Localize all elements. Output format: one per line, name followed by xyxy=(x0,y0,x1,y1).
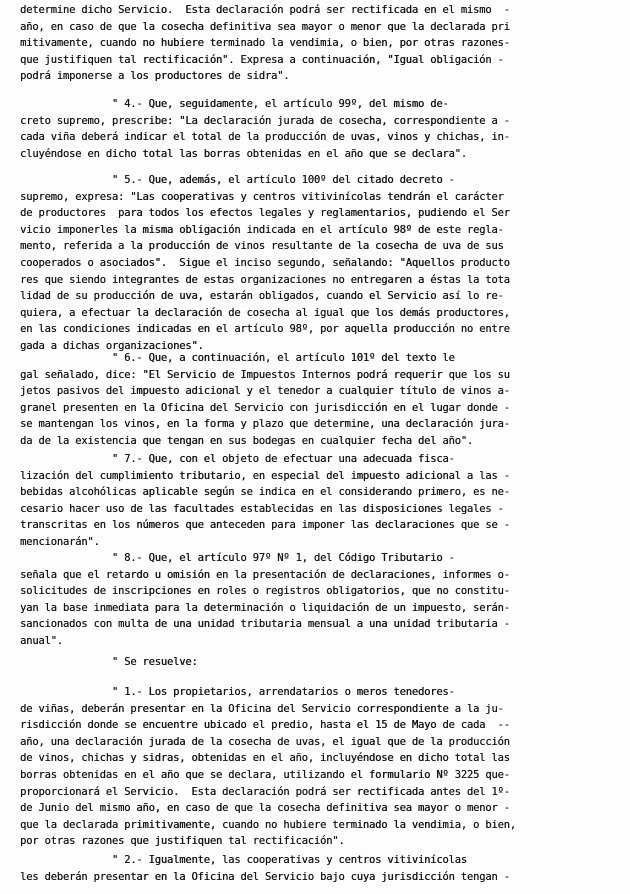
text-line: mitivamente, cuando no hubiere terminado la vendimia, o bien, por otras razones- xyxy=(20,37,510,50)
text-line: determine dicho Servicio. Esta declaración podrá ser rectificada en el mismo - xyxy=(20,4,510,16)
text-line: de vinos, chichas y sidras, obtenidas en el año, incluyéndose en dicho total las xyxy=(20,752,510,765)
paragraph-intro xyxy=(20,2,616,85)
paragraph-se-resuelve xyxy=(20,654,616,671)
text-line: por otras razones que justifiquen tal rectificación". xyxy=(20,835,345,848)
text-line: de Junio del mismo año, en caso de que la cosecha definitiva sea mayor o menor - xyxy=(20,802,510,815)
text-line: que la declarada primitivamente, cuando no hubiere terminado la vendimia, o bien, xyxy=(20,818,516,831)
text-line: señala que el retardo u omisión en la presentación de declaraciones, informes o- xyxy=(20,568,510,581)
text-line: solicitudes de inscripciones en roles o registros obligatorios, que no constitu- xyxy=(20,585,510,598)
paragraph-considerando-6 xyxy=(20,350,616,450)
text-line: supremo, expresa: "Las cooperativas y centros vitivinícolas tendrán el carácter xyxy=(20,190,504,203)
text-line: cesario hacer uso de las facultades establecidas en las disposiciones legales - xyxy=(20,502,504,515)
text-line: yan la base inmediata para la determinación o liquidación de un impuesto, serán- xyxy=(20,601,510,614)
text-line: bebidas alcohólicas aplicable según se indica en el considerando primero, es ne- xyxy=(20,486,510,499)
text-line: vicio imponerles la misma obligación indicada en el artículo 98º de este regla- xyxy=(20,223,504,236)
text-line: res que siendo integrantes de estas organizaciones no entregaren a éstas la tota xyxy=(20,273,510,286)
text-line: año, en caso de que la cosecha definitiva sea mayor o menor que la declarada pri xyxy=(20,20,510,33)
text-line: quiera, a efectuar la declaración de cosecha al igual que los demás productores, xyxy=(20,306,510,319)
text-line: " 1.- Los propietarios, arrendatarios o meros tenedores- xyxy=(20,686,455,698)
text-line: que justifiquen tal rectificación". Expresa a continuación, "Igual obligación - xyxy=(20,53,504,66)
text-line: lización del cumplimiento tributario, en especial del impuesto adicional a las - xyxy=(20,469,510,482)
text-line: cada viña deberá indicar el total de la producción de uvas, vinos y chichas, in- xyxy=(20,131,510,144)
paragraph-considerando-7 xyxy=(20,451,616,551)
text-line: " 5.- Que, además, el artículo 100º del citado decreto - xyxy=(20,174,455,186)
text-line: de productores para todos los efectos legales y reglamentarios, pudiendo el Ser xyxy=(20,207,510,220)
text-line: cluyéndose en dicho total las borras obtenidas en el año que se declara". xyxy=(20,147,467,160)
text-line: gal señalado, dice: "El Servicio de Impuestos Internos podrá requerir que los su xyxy=(20,368,510,381)
paragraph-considerando-4 xyxy=(20,96,616,162)
text-line: podrá imponerse a los productores de sidra". xyxy=(20,70,290,83)
text-line: se mantengan los vinos, en la forma y plazo que determine, una declaración jura- xyxy=(20,418,510,431)
text-line: en las condiciones indicadas en el artículo 98º, por aquella producción no entre xyxy=(20,323,510,336)
text-line: " 2.- Igualmente, las cooperativas y centros vitivinícolas xyxy=(20,854,467,866)
text-line: anual". xyxy=(20,634,63,647)
text-line: mento, referida a la producción de vinos resultante de la cosecha de uva de sus xyxy=(20,240,504,253)
text-line: sancionados con multa de una unidad tributaria mensual a una unidad tributaria - xyxy=(20,618,510,631)
paragraph-considerando-8 xyxy=(20,550,616,650)
text-line: borras obtenidas en el año que se declara, utilizando el formulario Nº 3225 que- xyxy=(20,768,510,781)
text-line: jetos pasivos del impuesto adicional y el tenedor a cualquier título de vinos a- xyxy=(20,385,510,398)
text-line: granel presenten en la Oficina del Servicio con jurisdicción en el lugar donde - xyxy=(20,401,510,414)
text-line: les deberán presentar en la Oficina del Servicio bajo cuya jurisdicción tengan - xyxy=(20,870,510,883)
text-line: transcritas en los números que anteceden para imponer las declaraciones que se - xyxy=(20,519,510,532)
text-line: lidad de su producción de uva, estarán obligados, cuando el Servicio así lo re- xyxy=(20,290,504,303)
text-line: " 4.- Que, seguidamente, el artículo 99º, del mismo de- xyxy=(20,98,449,110)
text-line: " 8.- Que, el artículo 97º Nº 1, del Código Tributario - xyxy=(20,552,455,564)
text-line: mencionarán". xyxy=(20,535,100,548)
text-line: proporcionará el Servicio. Esta declaración podrá ser rectificada antes del 1º- xyxy=(20,785,510,798)
text-line: cooperados o asociados". Sigue el inciso segundo, señalando: "Aquellos producto xyxy=(20,256,510,269)
paragraph-resolucion-2 xyxy=(20,852,616,885)
text-line: gada a dichas organizaciones". xyxy=(20,339,204,352)
paragraph-considerando-5 xyxy=(20,172,616,355)
paragraph-resolucion-1 xyxy=(20,684,616,850)
text-line: año, una declaración jurada de la cosecha de uvas, el igual que de la producción xyxy=(20,735,510,748)
text-line: da de la existencia que tengan en sus bodegas en cualquier fecha del año". xyxy=(20,434,473,447)
text-line: creto supremo, prescribe: "La declaración jurada de cosecha, correspondiente a - xyxy=(20,114,510,127)
text-line: " 6.- Que, a continuación, el artículo 101º del texto le xyxy=(20,352,455,364)
text-line: " 7.- Que, con el objeto de efectuar una adecuada fisca- xyxy=(20,453,455,465)
section-heading: " Se resuelve: xyxy=(20,656,198,668)
text-line: risdicción donde se encuentre ubicado el predio, hasta el 15 de Mayo de cada -- xyxy=(20,719,510,732)
text-line: de viñas, deberán presentar en la Oficina del Servicio correspondiente a la ju- xyxy=(20,702,504,715)
